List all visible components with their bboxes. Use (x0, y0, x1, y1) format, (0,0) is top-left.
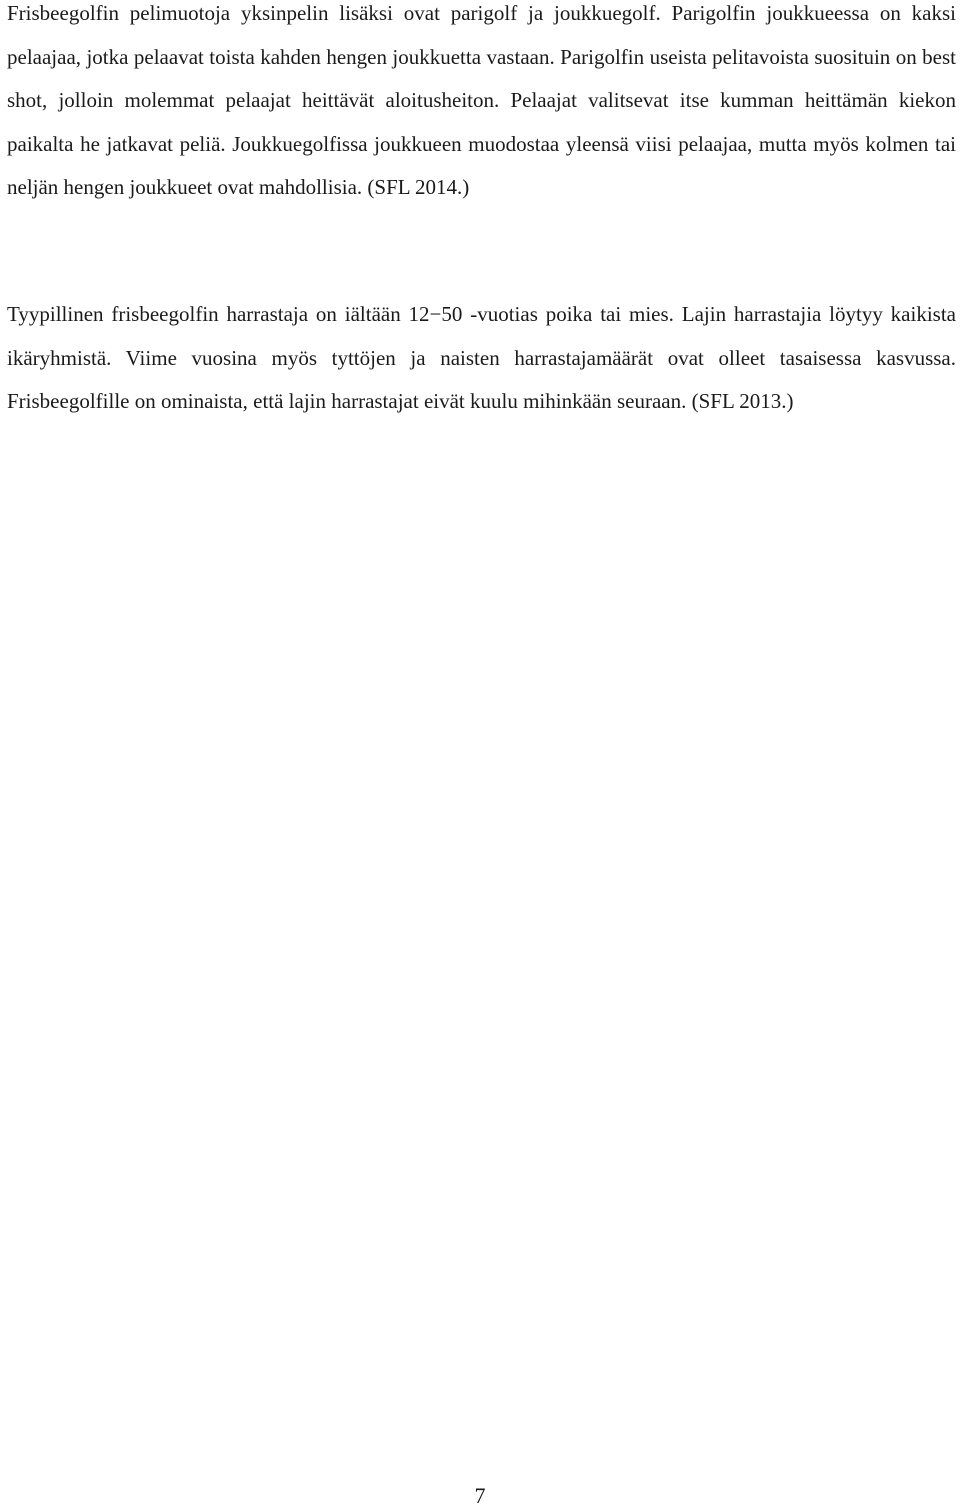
page-number: 7 (474, 1483, 486, 1508)
paragraph-game-formats: Frisbeegolfin pelimuotoja yksinpelin lisäksi ovat parigolf ja joukkuegolf. Parigolfin joukkueessa on kaksi pelaajaa, jotka pelaavat toista kahden hengen joukkuetta vastaan. Parigolfin useista pelitavoista suosituin on best shot, jolloin molemmat pelaajat heittävät aloitusheiton. Pelaajat valitsevat itse kumman heittämän kiekon paikalta he jatkavat peliä. Joukkuegolfissa joukkueen muodostaa yleensä viisi pelaajaa, mutta myös kolmen tai neljän hengen joukkueet ovat mahdollisia. (SFL 2014.) (7, 1, 956, 200)
paragraph-typical-player: Tyypillinen frisbeegolfin harrastaja on iältään 12−50 -vuotias poika tai mies. Lajin harrastajia löytyy kaikista ikäryhmistä. Viime vuosina myös tyttöjen ja naisten harrastajamäärät ovat olleet tasaisessa kasvussa. Frisbeegolfille on ominaista, että lajin harrastajat eivät kuulu mihinkään seuraan. (SFL 2013.) (7, 302, 956, 414)
